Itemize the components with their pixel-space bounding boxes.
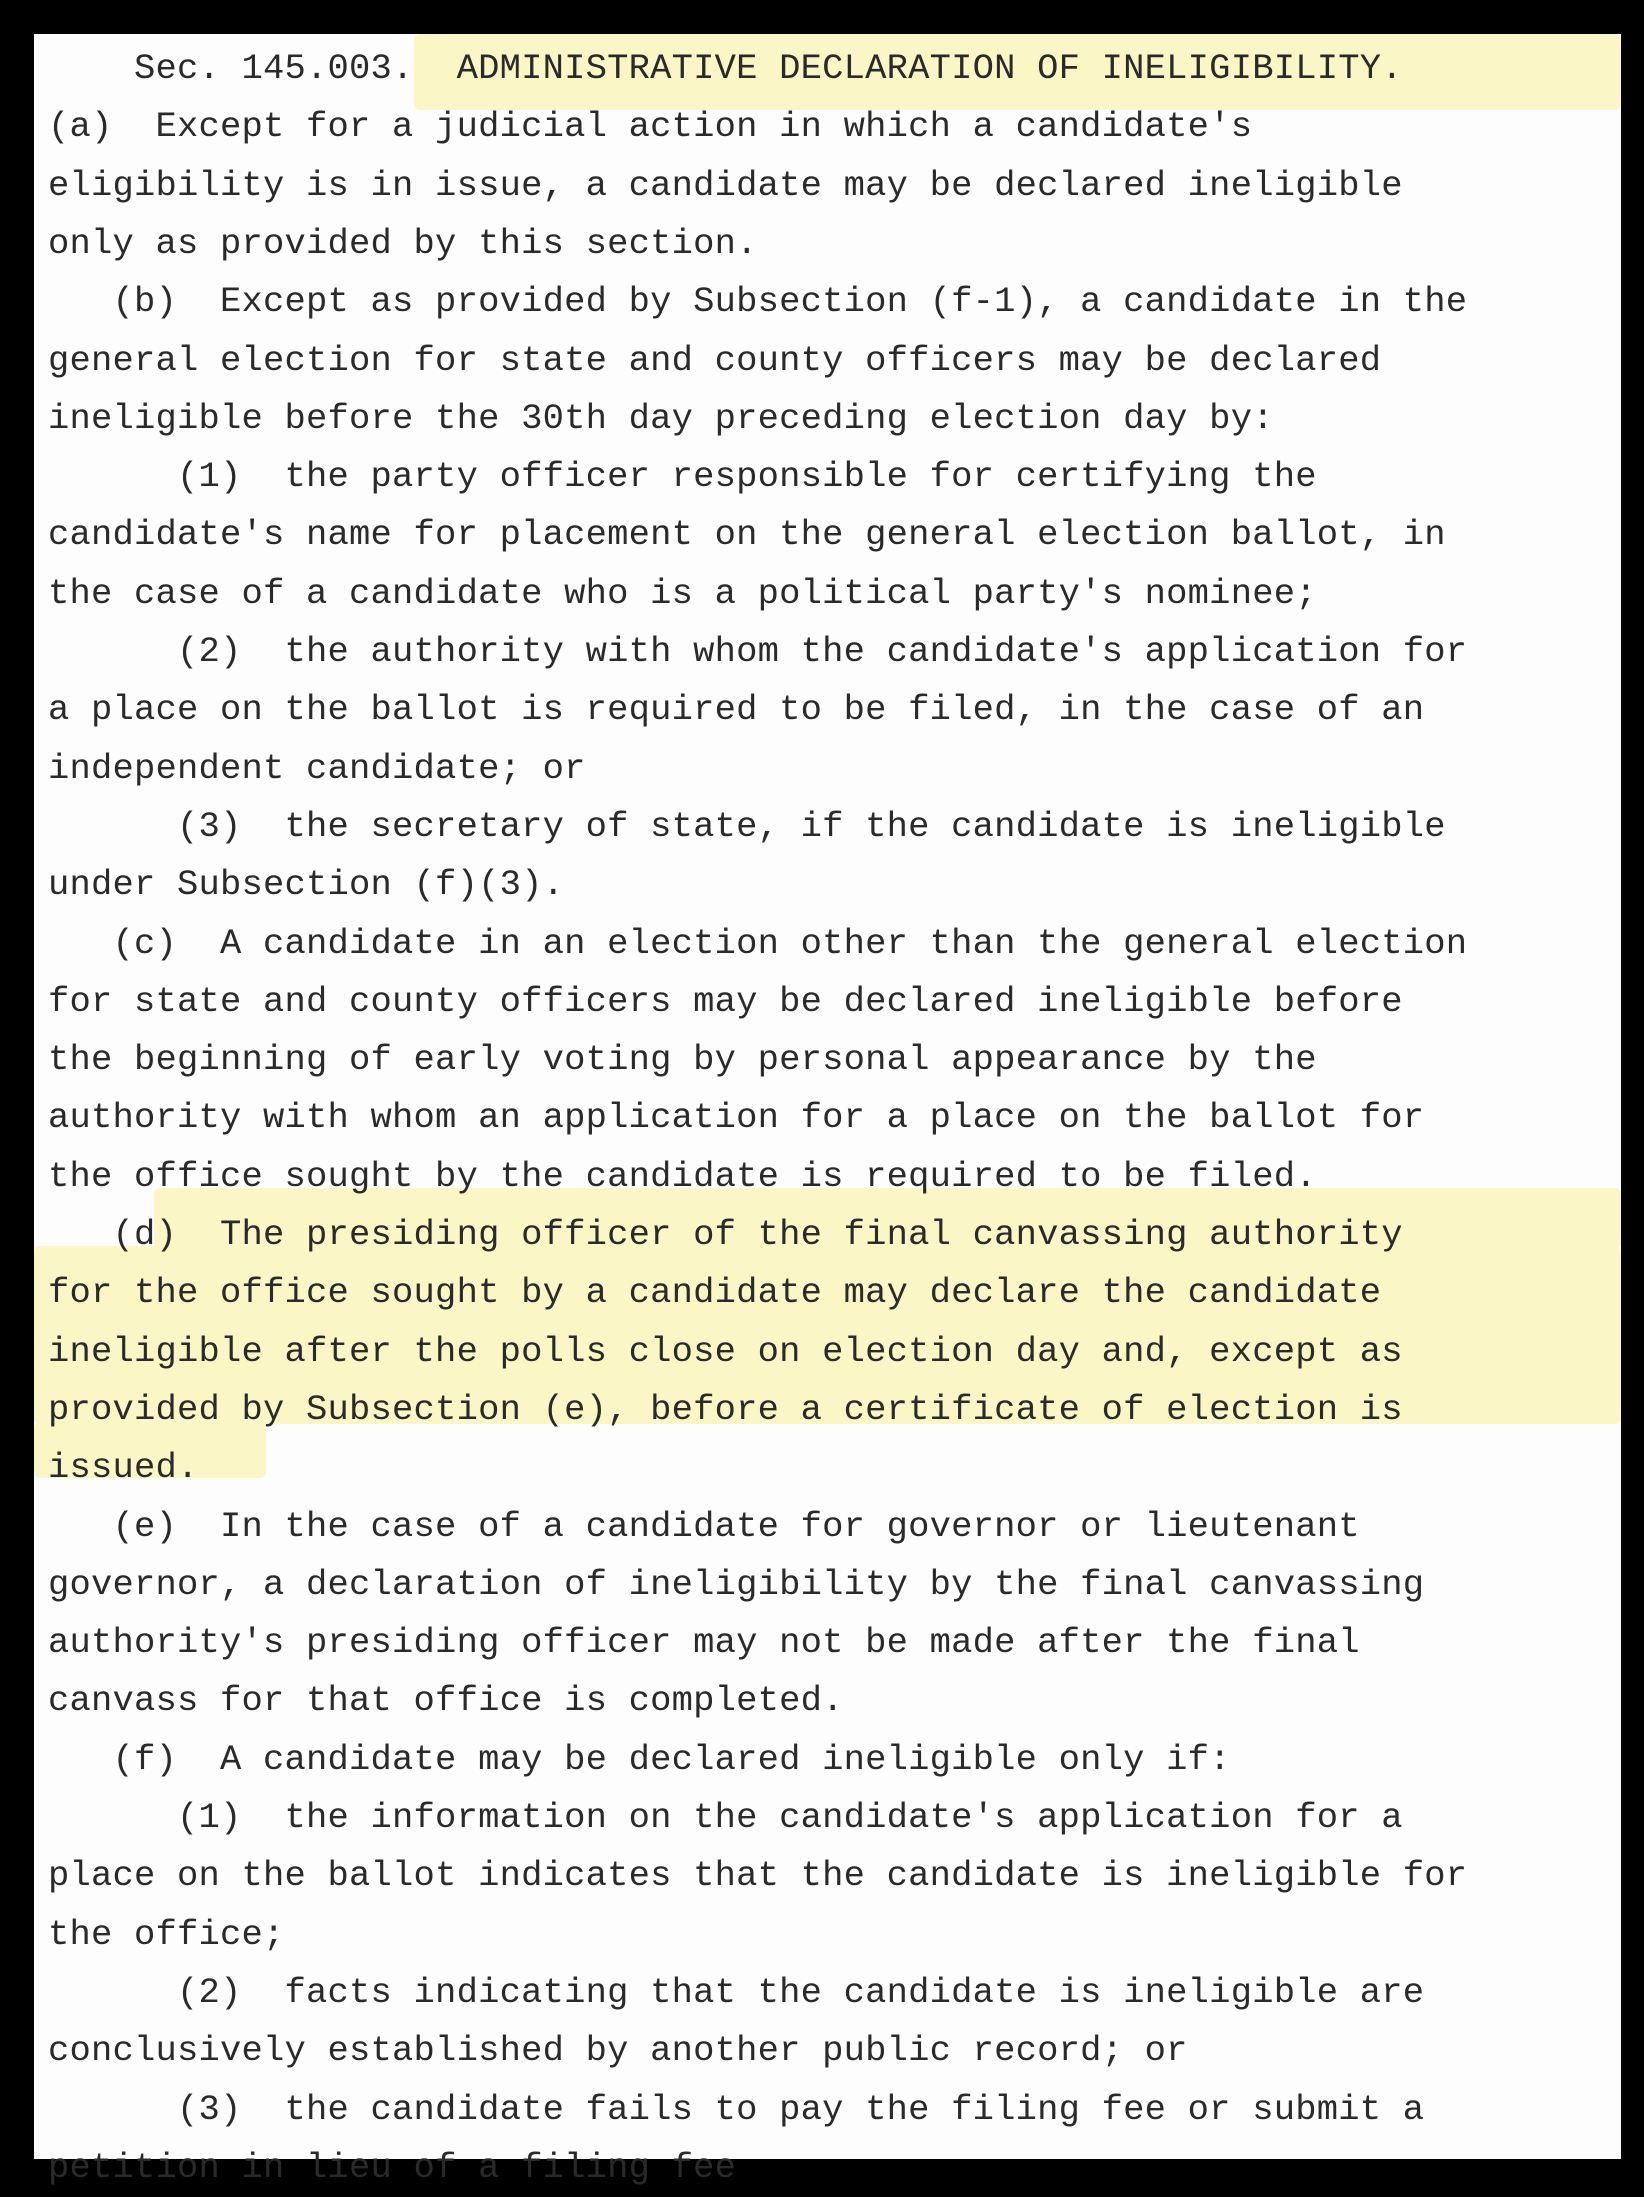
text-line: the office sought by the candidate is required to be filed. bbox=[48, 1155, 1317, 1197]
text-line: (d) The presiding officer of the final canvassing authority bbox=[48, 1214, 1403, 1255]
text-line: the beginning of early voting by personal appearance by the bbox=[48, 1039, 1317, 1081]
document-page bbox=[34, 34, 1621, 2188]
text-line: (1) the information on the candidate's application for a bbox=[48, 1797, 1403, 1838]
text-line: (c) A candidate in an election other than the general election bbox=[48, 922, 1468, 964]
text-line: (b) Except as provided by Subsection (f-1), a candidate in the bbox=[48, 281, 1468, 323]
text-line: (e) In the case of a candidate for governor or lieutenant bbox=[48, 1505, 1360, 1547]
text-line: independent candidate; or bbox=[48, 747, 586, 789]
text-line: general election for state and county officers may be declared bbox=[48, 339, 1382, 381]
text-line: (2) facts indicating that the candidate is ineligible are bbox=[48, 1971, 1425, 2013]
text-line: provided by Subsection (e), before a certificate of election is bbox=[48, 1388, 1403, 1430]
text-line: eligibility is in issue, a candidate may be declared ineligible bbox=[48, 164, 1403, 206]
text-line: authority's presiding officer may not be made after the final bbox=[48, 1622, 1360, 1664]
text-line: authority with whom an application for a place on the ballot for bbox=[48, 1097, 1425, 1139]
text-line: (3) the secretary of state, if the candidate is ineligible bbox=[48, 805, 1446, 847]
text-line: (f) A candidate may be declared ineligible only if: bbox=[48, 1738, 1231, 1780]
text-line: petition in lieu of a filing fee bbox=[48, 2146, 737, 2188]
text-line: for the office sought by a candidate may declare the candidate bbox=[48, 1272, 1382, 1314]
text-line: place on the ballot indicates that the candidate is ineligible for bbox=[48, 1855, 1468, 1897]
text-line: governor, a declaration of ineligibility by the final canvassing bbox=[48, 1563, 1425, 1605]
text-line: conclusively established by another public record; or bbox=[48, 2030, 1188, 2072]
text-line: only as provided by this section. bbox=[48, 222, 758, 264]
text-line: candidate's name for placement on the general election ballot, in bbox=[48, 514, 1446, 556]
text-line: (3) the candidate fails to pay the filing fee or submit a bbox=[48, 2088, 1425, 2130]
text-line: for state and county officers may be declared ineligible before bbox=[48, 980, 1403, 1022]
text-line: canvass for that office is completed. bbox=[48, 1680, 844, 1722]
text-line: the office; bbox=[48, 1913, 285, 1955]
section-heading: Sec. 145.003. ADMINISTRATIVE DECLARATION OF INELIGIBILITY. bbox=[48, 48, 1403, 89]
text-line: (a) Except for a judicial action in which a candidate's bbox=[48, 106, 1253, 148]
text-line: the case of a candidate who is a political party's nominee; bbox=[48, 572, 1317, 614]
text-line: a place on the ballot is required to be filed, in the case of an bbox=[48, 689, 1425, 731]
text-line: (2) the authority with whom the candidate's application for bbox=[48, 631, 1468, 672]
text-line: ineligible after the polls close on election day and, except as bbox=[48, 1330, 1403, 1372]
text-line: (1) the party officer responsible for certifying the bbox=[48, 456, 1317, 498]
text-line: ineligible before the 30th day preceding election day by: bbox=[48, 397, 1274, 439]
text-line: issued. bbox=[48, 1447, 199, 1489]
text-line: under Subsection (f)(3). bbox=[48, 864, 565, 906]
